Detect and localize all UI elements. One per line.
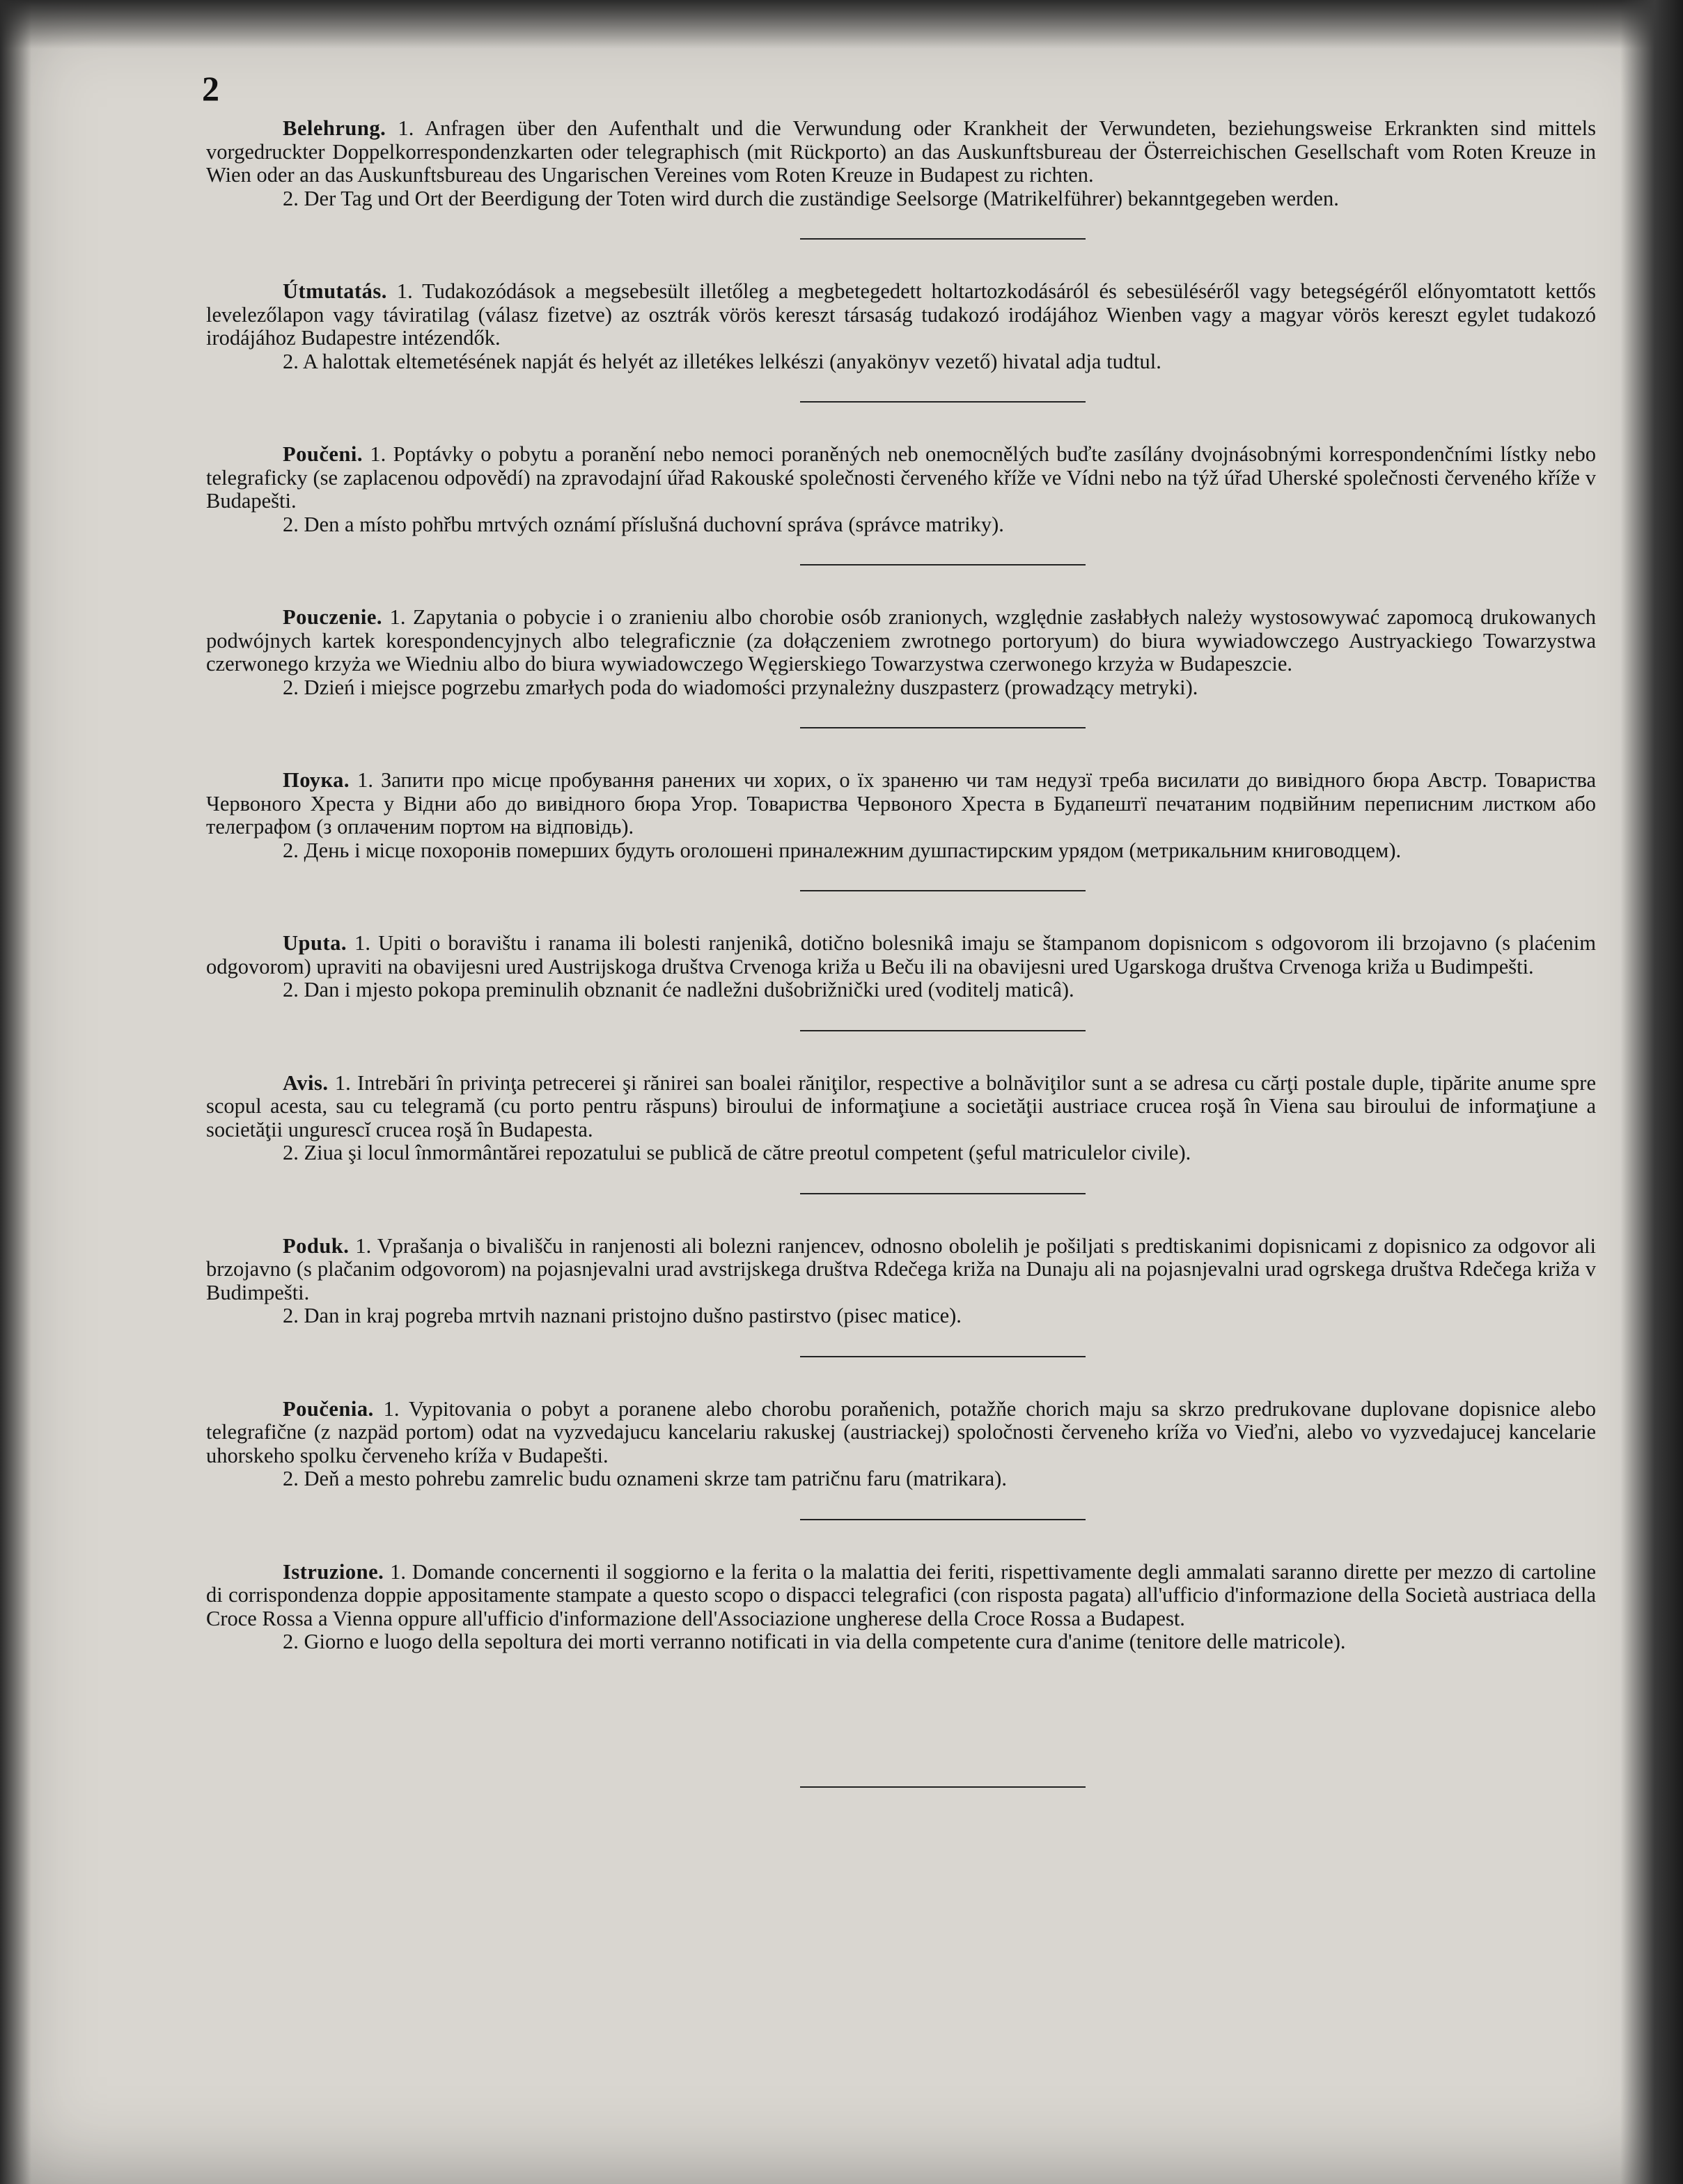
section-polish bbox=[206, 606, 1596, 699]
scan-edge-top bbox=[0, 0, 1683, 49]
section-divider bbox=[800, 1356, 1086, 1357]
section-text: 1. Vypitovania o pobyt a poranene alebo chorobu poraňenich, potažňe chorich maju sa skrzo predrukovane duplovane dopisnice alebo telegrafične (z nazpäd portom) odat na vyzvedajucu kancelariu rakuskej (austriackej) spoločnosti červeneho kríža vo Vieďni, alebo vo vyzvedajucej kancelarie uhorskeho spolku červeneho kríža v Budapešti. bbox=[206, 1396, 1596, 1467]
section-heading: Poučenia. bbox=[283, 1396, 374, 1421]
section-paragraph-1 bbox=[206, 443, 1596, 513]
section-romanian bbox=[206, 1072, 1596, 1165]
section-paragraph-1 bbox=[206, 1398, 1596, 1468]
section-heading: Поука. bbox=[283, 768, 350, 792]
section-text: 1. Intrebări în privinţa petrecerei şi rănirei san boalei răniţilor, respective a bolnăviţilor sunt a se adresa cu cărţi postale duple, tipărite anume spre scopul acesta, sau cu telegramă (cu porto pentru răspuns) biroului de informaţiune a societăţii austriace crucea roşă în Viena sau biroului de informaţiune a societăţii ungurescĭ crucea roşă în Budapesta. bbox=[206, 1070, 1596, 1141]
section-paragraph-2: 2. Dan i mjesto pokopa preminulih obznanit će nadležni dušobrižnički ured (voditelj maticâ). bbox=[283, 978, 1074, 1001]
section-paragraph-2: 2. A halottak eltemetésének napját és helyét az illetékes lelkészi (anyakönyv vezető) hivatal adja tudtul. bbox=[283, 349, 1161, 373]
section-divider bbox=[800, 1193, 1086, 1194]
section-divider bbox=[800, 1519, 1086, 1520]
section-german bbox=[206, 117, 1596, 210]
section-heading: Avis. bbox=[283, 1070, 329, 1095]
section-paragraph-2: 2. Giorno e luogo della sepoltura dei morti verranno notificati in via della competente cura d'anime (tenitore delle matricole). bbox=[283, 1630, 1346, 1653]
section-text: 1. Zapytania o pobycie i o zranieniu albo chorobie osób zranionych, względnie zasłabłych należy wystosowywać zapomocą drukowanych podwójnych kartek korespondencyjnych albo telegraficznie (za dołączeniem zwrotnego portoryum) do biura wywiadowczego Austryackiego Towarzystwa czerwonego krzyża we Wiedniu albo do biura wywiadowczego Węgierskiego Towarzystwa czerwonego krzyża w Budapeszcie. bbox=[206, 605, 1596, 676]
section-hungarian bbox=[206, 280, 1596, 373]
section-slovak bbox=[206, 1398, 1596, 1491]
section-divider bbox=[800, 727, 1086, 728]
section-heading: Istruzione. bbox=[283, 1559, 384, 1584]
section-paragraph-1 bbox=[206, 1561, 1596, 1631]
section-czech bbox=[206, 443, 1596, 536]
section-ukrainian bbox=[206, 769, 1596, 862]
section-paragraph-1 bbox=[206, 606, 1596, 676]
document-body bbox=[206, 117, 1596, 1828]
section-paragraph-2: 2. Ziua şi locul înmormântărei repozatului se publică de către preotul competent (şeful matriculelor civile). bbox=[283, 1141, 1191, 1164]
section-text: 1. Vprašanja o bivališču in ranjenosti ali bolezni ranjencev, odnosno obolelih je pošiljati s predtiskanimi dopisnicami z dopisnico za odgovor ali brzojavno (s plačanim odgovorom) na pojasnjevalni urad avstrijskega društva Rdečega križa na Dunaju ali na pojasnjevalni urad ogrskega društva Rdečega križa v Budimpešti. bbox=[206, 1233, 1596, 1304]
page-number: 2 bbox=[202, 69, 219, 108]
section-divider bbox=[800, 890, 1086, 891]
section-text: 1. Upiti o boravištu i ranama ili bolesti ranjenikâ, dotično bolesnikâ imaju se štampanom dopisnicom s odgovorom ili brzojavno (s plaćenim odgovorom) upraviti na obavijesni ured Austrijskoga društva Crvenoga križa u Beču ili na obavijesni ured Ugarskoga društva Crvenoga križa u Budimpešti. bbox=[206, 931, 1597, 978]
scan-edge-right bbox=[1620, 0, 1683, 2184]
section-paragraph-1 bbox=[206, 117, 1596, 187]
section-divider bbox=[800, 401, 1086, 403]
section-divider bbox=[800, 1786, 1086, 1788]
section-paragraph-1 bbox=[206, 1072, 1596, 1142]
section-heading: Poučeni. bbox=[283, 442, 363, 466]
section-text: 1. Tudakozódások a megsebesült illetőleg a megbetegedett holtartozkodásáról és sebesüléséről vagy betegségéről előnyomtatott kettős levelezőlapon vagy táviratilag (válasz fizetve) az osztrák vörös kereszt társaság tudakozó irodájához Wienben vagy a magyar vörös kereszt egylet tudakozó irodájához Budapestre intézendők. bbox=[206, 279, 1597, 350]
section-paragraph-1 bbox=[206, 280, 1596, 350]
section-heading: Útmutatás. bbox=[283, 279, 387, 303]
section-heading: Pouczenie. bbox=[283, 605, 383, 629]
section-heading: Poduk. bbox=[283, 1233, 350, 1258]
section-text: 1. Domande concernenti il soggiorno e la ferita o la malattia dei feriti, rispettivamente degli ammalati saranno dirette per mezzo di cartoline di corrispondenza doppie appositamente stampate a questo scopo o dispacci telegrafici (con risposta pagata) all'ufficio d'informazione della Società austriaca della Croce Rossa a Vienna oppure all'ufficio d'informazione dell'Associazione ungherese della Croce Rossa a Budapest. bbox=[206, 1559, 1597, 1630]
section-paragraph-2: 2. Deň a mesto pohrebu zamrelic budu oznameni skrze tam patričnu faru (matrikara). bbox=[283, 1467, 1007, 1490]
section-divider bbox=[800, 238, 1086, 240]
section-paragraph-2: 2. Dzień i miejsce pogrzebu zmarłych poda do wiadomości przynależny duszpasterz (prowadzący metryki). bbox=[283, 675, 1198, 699]
section-text: 1. Anfragen über den Aufenthalt und die Verwundung oder Krankheit der Verwundeten, beziehungsweise Erkrankten sind mittels vorgedruckter Doppelkorrespondenzkarten oder telegraphisch (mit Rückporto) an das Auskunftsbureau der Österreichischen Gesellschaft vom Roten Kreuze in Wien oder an das Auskunftsbureau des Ungarischen Vereines vom Roten Kreuze in Budapest zu richten. bbox=[206, 116, 1597, 187]
section-heading: Belehrung. bbox=[283, 116, 386, 140]
scan-edge-left bbox=[0, 0, 31, 2184]
section-text: 1. Запити про місце пробування ранених чи хорих, о їх зраненю чи там недузї треба висилати до вивідного бюра Австр. Товариства Червоного Хреста у Відни або до вивідного бюра Угор. Товариства Червоного Хреста в Будапештї печатаним подвійним переписним листком або телеграфом (з оплаченим портом на відповідь). bbox=[206, 768, 1597, 838]
section-paragraph-1 bbox=[206, 1235, 1596, 1305]
section-paragraph-1 bbox=[206, 932, 1596, 978]
section-italian bbox=[206, 1561, 1596, 1654]
section-croatian bbox=[206, 932, 1596, 1002]
section-paragraph-2: 2. Der Tag und Ort der Beerdigung der Toten wird durch die zuständige Seelsorge (Matrikelführer) bekanntgegeben werden. bbox=[283, 186, 1339, 210]
section-heading: Uputa. bbox=[283, 931, 347, 955]
section-divider bbox=[800, 1030, 1086, 1031]
section-paragraph-1 bbox=[206, 769, 1596, 839]
section-divider bbox=[800, 564, 1086, 566]
section-paragraph-2: 2. Den a místo pohřbu mrtvých oznámí příslušná duchovní správa (správce matriky). bbox=[283, 512, 1004, 536]
section-paragraph-2: 2. Dan in kraj pogreba mrtvih naznani pristojno dušno pastirstvo (pisec matice). bbox=[283, 1304, 962, 1327]
section-slovenian bbox=[206, 1235, 1596, 1328]
section-paragraph-2: 2. День і місце похоронів померших будуть оголошені приналежним душпастирским урядом (метрикальним книговодцем). bbox=[283, 838, 1402, 862]
section-text: 1. Poptávky o pobytu a poranění nebo nemoci poraněných neb onemocnělých buďte zasílány dvojnásobnými korrespondenčními lístky nebo telegraficky (se zaplacenou odpovědí) na zpravodajní úřad Rakouské společnosti červeného kříže ve Vídni nebo na týž úřad Uherské společnosti červeného kříže v Budapešti. bbox=[206, 442, 1597, 513]
